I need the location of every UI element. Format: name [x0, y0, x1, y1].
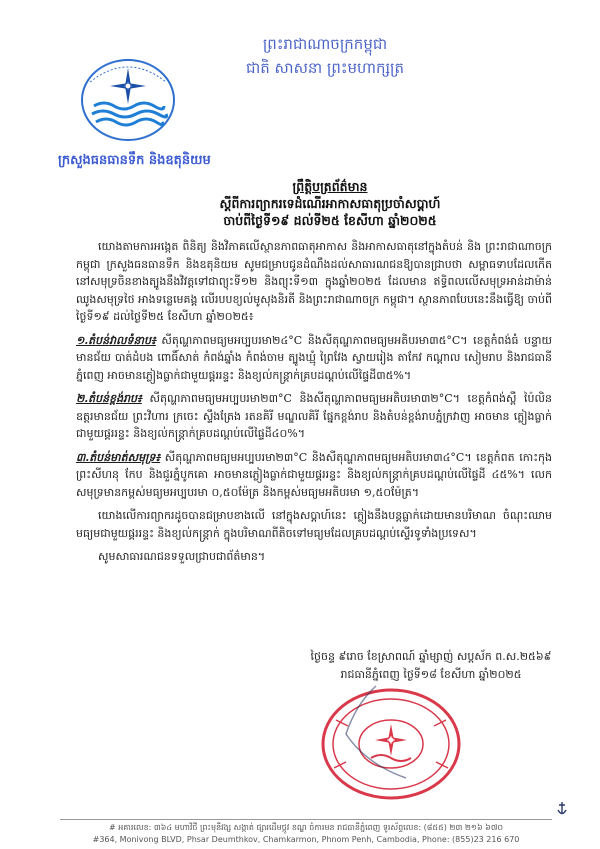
title-line-1: ព្រឹត្តិបត្រព័ត៌មាន — [292, 179, 368, 194]
kingdom-name: ព្រះរាជាណាចក្រកម្ពុជា — [262, 35, 388, 53]
kingdom-header — [225, 32, 425, 80]
region-paragraph — [76, 449, 552, 502]
region-paragraph — [76, 332, 552, 385]
seal-compass-icon — [375, 724, 407, 756]
title-line-2: ស្តីពីការព្យាករទេដំណើរអាកាសធាតុប្រចាំសប្ដាហ៍ — [219, 196, 441, 211]
lunar-date: ថ្ងៃចន្ទ ៩រោច ខែស្រាពណ៍ ឆ្នាំម្សាញ់ សប្តស័ក ព.ស.២៥៦៩ — [310, 650, 552, 663]
national-motto: ជាតិ សាសនា ព្រះមហាក្សត្រ — [245, 59, 405, 77]
region-text: សីតុណ្ហភាពមធ្យមអប្បបរមា២៣°C និងសីតុណ្ហភាពមធ្យមអតិបរមា៣២°C។ ខេត្តកំពង់ស្ពឺ ប៉ៃលិន ឧត្ដរមានជ័យ ព្រះវិហារ ក្រចេះ ស្ទឹងត្រែង រតនគិរី មណ្ឌលគិរី ផ្នែកខ្ពង់រាប និងតំបន់ខ្ពង់រាបភ្នំក្រវាញ អាចមាន ភ្លៀងធ្លាក់ជាមួយផ្គររន្ទះ និងខ្យល់កន្ត្រាក់គ្របដណ្ដប់លើផ្ទៃដី៤០%។ — [76, 392, 552, 440]
region-text: សីតុណ្ហភាពមធ្យមអប្បបរមា២៤°C និងសីតុណ្ហភាពមធ្យមអតិបរមា៣៥°C។ ខេត្តកំពង់ធំ បន្ទាយមានជ័យ បាត់ដំបង ពោធិ៍សាត់ កំពង់ឆ្នាំង កំពង់ចាម ត្បូងឃ្មុំ ព្រៃវែង ស្វាយរៀង តាកែវ កណ្ដាល សៀមរាប និងរាជធានីភ្នំពេញ អាចមានភ្លៀងធ្លាក់ជាមួយផ្គររន្ទះ និងខ្យល់កន្ត្រាក់គ្របដណ្ដប់លើផ្ទៃដី៣៥%។ — [76, 333, 552, 382]
conclusion-paragraph: យោងលើការព្យាករដូចបានជម្រាបខាងលើ នៅក្នុងសប្តាហ៍នេះ ភ្លៀងនឹងបន្តធ្លាក់ដោយមានបរិមាណ ចំណុះឈាមមធ្យមជាមួយផ្គររន្ទះ និងខ្យល់កន្ត្រាក់ ក្នុងបរិមាណពីតិចទៅមធ្យមដែលគ្របដណ្ដប់ស្ទើរទូទាំងប្រទេស។ — [76, 509, 552, 540]
ministry-name: ក្រសួងធនធានទឹក និងឧតុនិយម — [58, 153, 211, 168]
waves-icon — [92, 103, 167, 125]
gregorian-date: រាជធានីភ្នំពេញ ថ្ងៃទី១៨ ខែសីហា ឆ្នាំ២០២៥ — [340, 668, 522, 681]
ministry-logo — [78, 56, 178, 144]
region-title: ៣.តំបន់មាត់សមុទ្រ៖ — [76, 450, 161, 464]
title-line-3: ចាប់ពីថ្ងៃទី១៩ ដល់ទី២៥ ខែសីហា ឆ្នាំ២០២៥ — [223, 213, 437, 228]
bulletin-title — [180, 178, 480, 229]
region-title: ២.តំបន់ខ្ពង់រាប៖ — [76, 392, 142, 405]
intro-paragraph: យោងតាមការអង្កេត ពិនិត្យ និងវិភាគលើស្ថានភាពធាតុអាកាស និងអាកាសធាតុនៅក្នុងតំបន់ និង ព្រះរាជាណាចក្រកម្ពុជា ក្រសួងធនធានទឹក និងឧតុនិយម សូមជម្រាបជូនដំណឹងដល់សាធារណជនឱ្យបានជ្រាបថា សម្ពាធទាបដែលកើតនៅសមុទ្រចិនខាងត្បូងនឹងវិវត្តទៅជាព្យុះទី១២ និងព្យុះទី១៣ ក្នុងឆ្នាំ២០២៥ ដែលមាន ឥទ្ធិពលលើសមុទ្រអាន់ដាម៉ាន់ ឈូងសមុទ្រថៃ អាងទន្លេមេគង្គ លើរបបខ្យល់មូសុងនិរតី និងព្រះរាជាណាចក្រ កម្ពុជា។ ស្ថានភាពបែបនេះនឹងធ្វើឱ្យ ចាប់ពីថ្ងៃទី១៩ ដល់ថ្ងៃទី២៥ ខែសីហា ឆ្នាំ២០២៥៖ — [76, 240, 552, 323]
region-paragraph — [76, 390, 552, 443]
footer-address-khmer: # អគារលេខ: ៣៦៤ មហាវិថី ព្រះមុនីវង្ស សង្កាត់ ផ្សារដើមថ្កូវ ខណ្ឌ ចំការមន រាជធានីភ្នំពេញ ទូរស័ព្ទលេខ: (៨៥៥) ២៣ ២១៦ ៦៧០ — [108, 823, 504, 832]
closing-line: សូមសាធារណជនទទួលជ្រាបជាព័ត៌មាន។ — [98, 550, 266, 563]
footer-divider — [60, 819, 552, 820]
region-title: ១.តំបន់វាលទំនាប៖ — [76, 333, 156, 347]
footer-address-english: #364, Monivong BLVD, Phsar Deumthkov, Chamkarmon, Phnom Penh, Cambodia, Phone: (855)23 216 670 — [92, 835, 520, 844]
official-seal-stamp — [316, 684, 466, 802]
region-text: សីតុណ្ហភាពមធ្យមអប្បបរមា២៣°C និងសីតុណ្ហភាពមធ្យមអតិបរមា៣៤°C។ ខេត្តកំពត កោះកុង ព្រះសីហនុ កែប និងជួរភ្នំបូកគោ អាចមានភ្លៀងធ្លាក់ជាមួយផ្គររន្ទះ និងខ្យល់កន្ត្រាក់គ្របដណ្ដប់លើផ្ទៃដី ៤៥%។ លេកសមុទ្រមានកម្ពស់មធ្យមអប្បបរមា ០,៥០ម៉ែត្រ និងកម្ពស់មធ្យមអតិបរមា ១,៥០ម៉ែត្រ។ — [76, 450, 552, 499]
footer-address — [60, 822, 552, 846]
date-block — [300, 648, 562, 684]
bulletin-body — [76, 238, 552, 572]
anchor-icon — [555, 801, 569, 817]
compass-star-icon — [110, 68, 146, 104]
